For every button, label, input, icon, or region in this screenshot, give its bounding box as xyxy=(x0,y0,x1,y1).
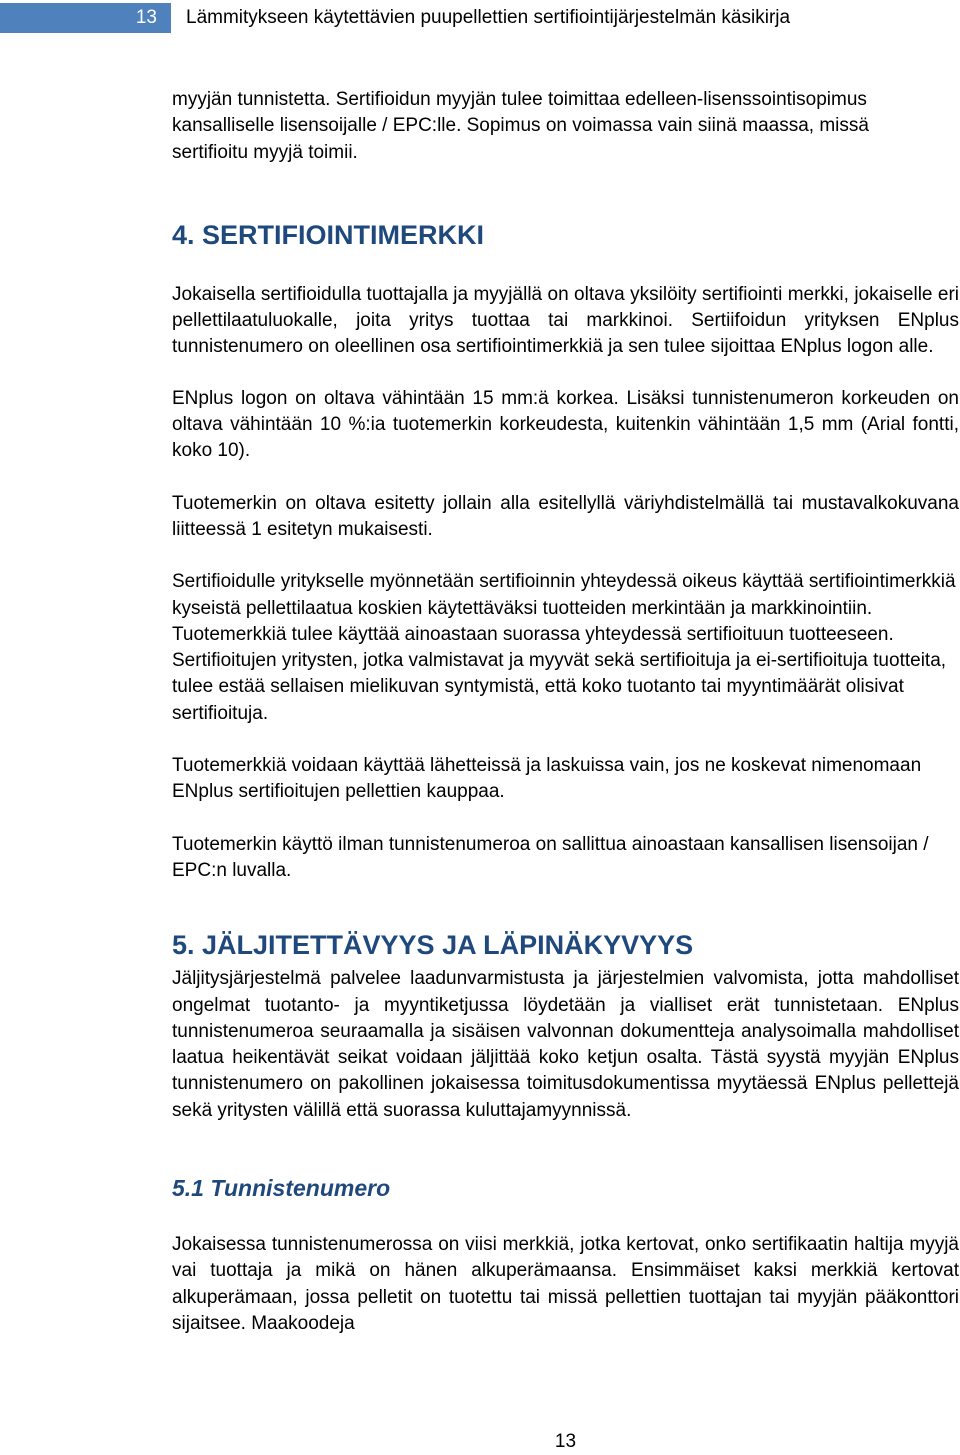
footer-page-number: 13 xyxy=(554,1431,577,1452)
section-4-paragraph-1: Jokaisella sertifioidulla tuottajalla ja myyjällä on oltava yksilöity sertifiointi merkki, jokaiselle eri pellettilaatuluokalle, joita yritys tuottaa tai markkinoi. Sertiifoidun yrityksen ENplus tunnistenumero on oleellinen osa sertifiointimerkkiä ja sen tulee sijoittaa ENplus logon alle. xyxy=(172,283,959,358)
section-5-1-paragraph: Jokaisessa tunnistenumerossa on viisi merkkiä, jotka kertovat, onko sertifikaatin haltija myyjä vai tuottaja ja mikä on hänen alkuperämaansa. Ensimmäiset kaksi merkkiä kertovat alkuperämaan, jossa pelletit on tuotettu tai missä pellettien tuottajan tai myyjän pääkonttori sijaitsee. Maakoodeja xyxy=(172,1234,959,1334)
section-5-paragraph: Jäljitysjärjestelmä palvelee laadunvarmistusta ja järjestelmien valvomista, jotta mahdolliset ongelmat tuotanto- ja myyntiketjussa löydetään ja vialliset erät tunnistetaan. ENplus tunnistenumeroa seuraamalla ja sisäisen valvonnan dokumentteja analysoimalla mahdolliset laatua heikentävät seikat voidaan jäljittää koko ketjun osalta. Tästä syystä myyjän ENplus tunnistenumero on pakollinen jokaisessa toimitusdokumentissa myytäessä ENplus pellettejä sekä yritysten välillä että suorassa kuluttajamyynnissä. xyxy=(172,968,959,1121)
section-4-paragraph-5: Tuotemerkkiä voidaan käyttää lähetteissä ja laskuissa vain, jos ne koskevat nimenomaan ENplus sertifioitujen pellettien kauppaa. xyxy=(172,755,922,803)
section-5-heading: 5. JÄLJITETTÄVYYS JA LÄPINÄKYVYYS xyxy=(172,930,694,961)
header-page-number: 13 xyxy=(0,3,171,33)
page-body xyxy=(172,87,959,1337)
section-4-paragraph-2: ENplus logon on oltava vähintään 15 mm:ä korkea. Lisäksi tunnistenumeron korkeuden on oltava vähintään 10 %:ia tuotemerkin korkeudesta, kuitenkin vähintään 1,5 mm (Arial fontti, koko 10). xyxy=(172,387,959,462)
section-4-paragraph-4: Sertifioidulle yritykselle myönnetään sertifioinnin yhteydessä oikeus käyttää sertifiointimerkkiä kyseistä pellettilaatua koskien käytettäväksi tuotteiden merkintään ja markkinointiin. Tuotemerkkiä tulee käyttää ainoastaan suorassa yhteydessä sertifioituun tuotteeseen. Sertifioitujen yritysten, jotka valmistavat ja myyvät sekä sertifioituja ja ei-sertifioituja tuotteita, tulee estää sellaisen mielikuvan syntymistä, että koko tuotanto tai myyntimäärät olisivat sertifioituja. xyxy=(172,571,956,724)
section-4-heading: 4. SERTIFIOINTIMERKKI xyxy=(172,219,485,250)
section-4-paragraph-3: Tuotemerkin on oltava esitetty jollain alla esitellyllä väriyhdistelmällä tai mustavalkokuvana liitteessä 1 esitetyn mukaisesti. xyxy=(172,492,959,540)
section-4-paragraph-6: Tuotemerkin käyttö ilman tunnistenumeroa on sallittua ainoastaan kansallisen lisensoijan / EPC:n luvalla. xyxy=(172,833,929,881)
section-5-1-heading: 5.1 Tunnistenumero xyxy=(172,1175,391,1202)
running-header xyxy=(0,3,960,33)
intro-paragraph: myyjän tunnistetta. Sertifioidun myyjän tulee toimittaa edelleen-lisenssointisopimus kansalliselle lisensoijalle / EPC:lle. Sopimus on voimassa vain siinä maassa, missä sertifioitu myyjä toimii. xyxy=(172,89,869,163)
header-title: Lämmitykseen käytettävien puupellettien sertifiointijärjestelmän käsikirja xyxy=(186,7,791,28)
